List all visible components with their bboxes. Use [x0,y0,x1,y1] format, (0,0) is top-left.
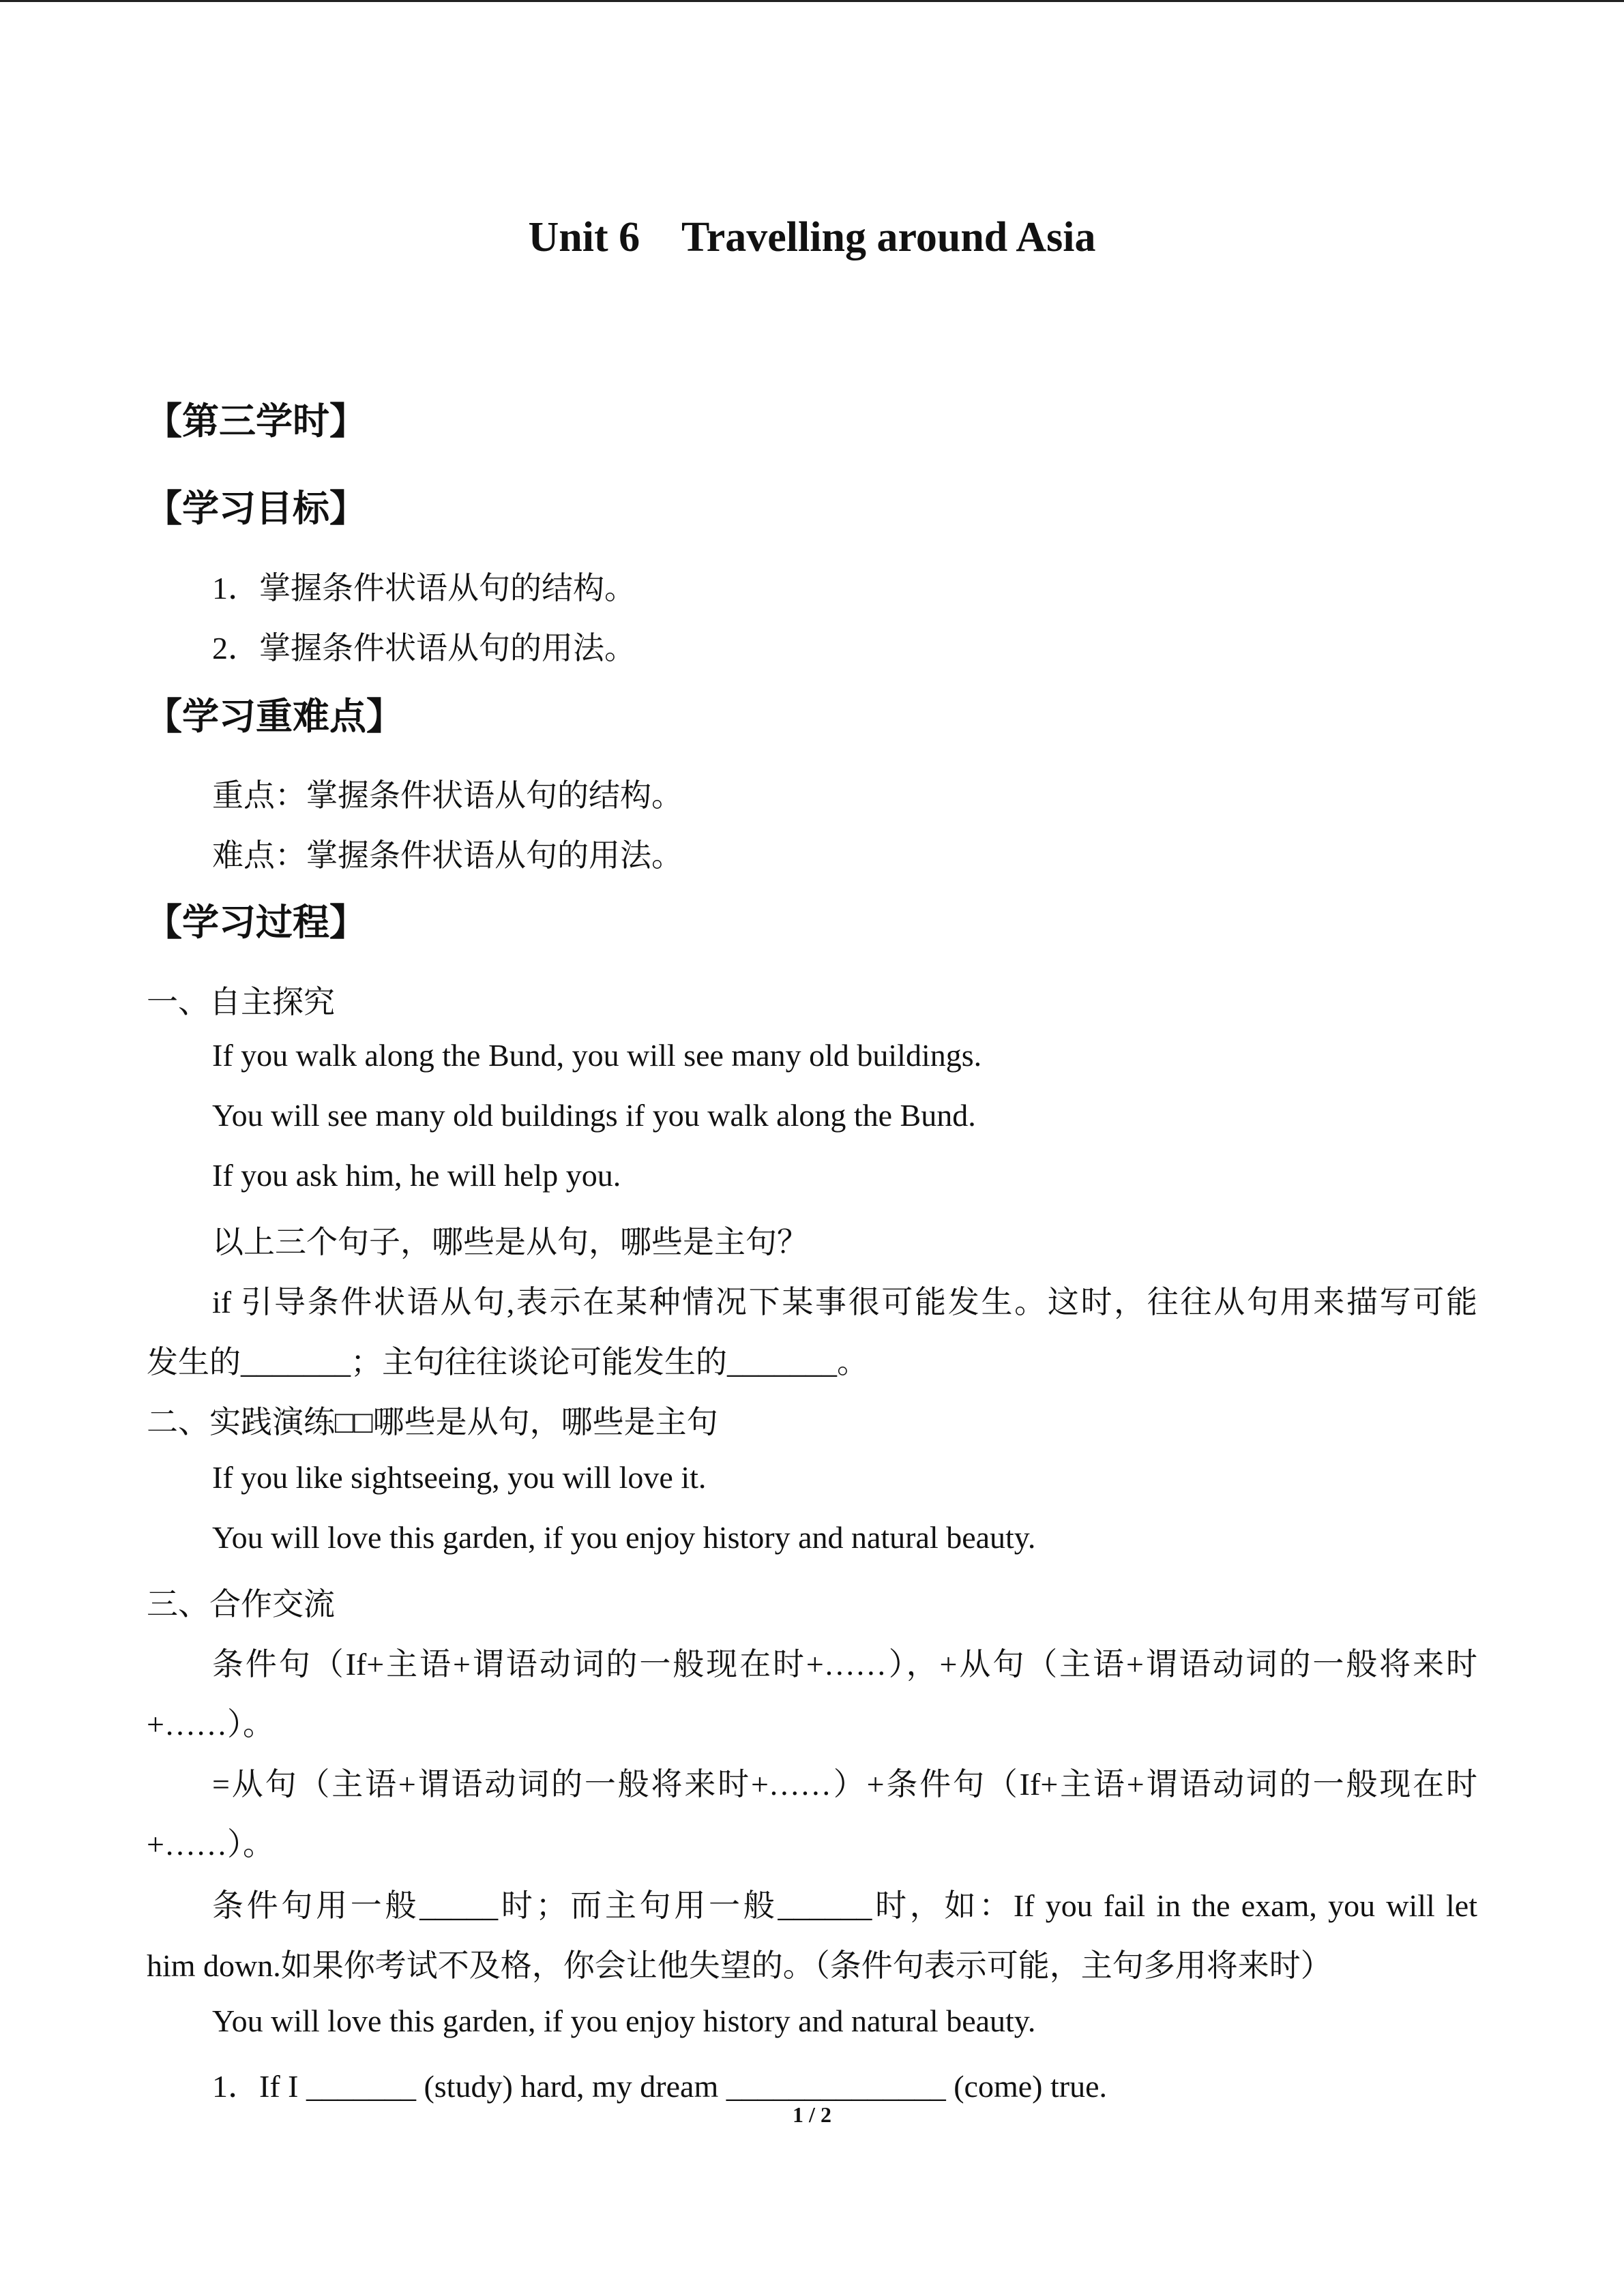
example-sentence: You will love this garden, if you enjoy history and natural beauty. [212,2003,1036,2038]
heading-objectives: 【学习目标】 [145,487,366,530]
objective-item: 2．掌握条件状语从句的用法。 [212,631,636,666]
paragraph-line: +……）。 [147,1707,274,1742]
fill-blank-line: 条件句用一般_____时；而主句用一般______时，如：If you fail in the exam, you will let [212,1888,1477,1923]
example-sentence: You will see many old buildings if you walk along the Bund. [212,1098,976,1133]
paragraph-line: him down.如果你考试不及格，你会让他失望的。（条件句表示可能，主句多用将来时） [147,1948,1332,1983]
key-point-item: 重点：掌握条件状语从句的结构。 [212,778,683,813]
heading-key-points: 【学习重难点】 [145,695,403,738]
page-number: 1 / 2 [793,2102,831,2127]
section-title: 一、自主探究 [147,985,335,1019]
section-title: 三、合作交流 [147,1587,335,1622]
paragraph-line: +……）。 [147,1827,274,1862]
paragraph-line: if 引导条件状语从句,表示在某种情况下某事很可能发生。这时，往往从句用来描写可能 [212,1285,1477,1320]
key-point-item: 难点：掌握条件状语从句的用法。 [212,838,683,873]
exercise-question: 1．If I _______ (study) hard, my dream ______________ (come) true. [212,2069,1107,2104]
heading-process: 【学习过程】 [145,901,366,944]
question-text: 以上三个句子，哪些是从句，哪些是主句？ [212,1225,808,1259]
example-sentence: If you like sightseeing, you will love it. [212,1460,707,1495]
example-sentence: You will love this garden, if you enjoy history and natural beauty. [212,1520,1036,1555]
example-sentence: If you ask him, he will help you. [212,1158,621,1193]
page-title: Unit 6 Travelling around Asia [528,214,1096,260]
heading-lesson: 【第三学时】 [145,400,366,443]
fill-blank-line: 发生的_______；主句往往谈论可能发生的_______。 [147,1345,868,1380]
paragraph-line: 条件句（If+主语+谓语动词的一般现在时+……），+从句（主语+谓语动词的一般将来时 [212,1647,1477,1682]
paragraph-line: =从句（主语+谓语动词的一般将来时+……）+条件句（If+主语+谓语动词的一般现在时 [212,1767,1477,1802]
objective-item: 1．掌握条件状语从句的结构。 [212,571,636,606]
section-title: 二、实践演练□□哪些是从句，哪些是主句 [147,1405,718,1440]
example-sentence: If you walk along the Bund, you will see many old buildings. [212,1038,982,1073]
